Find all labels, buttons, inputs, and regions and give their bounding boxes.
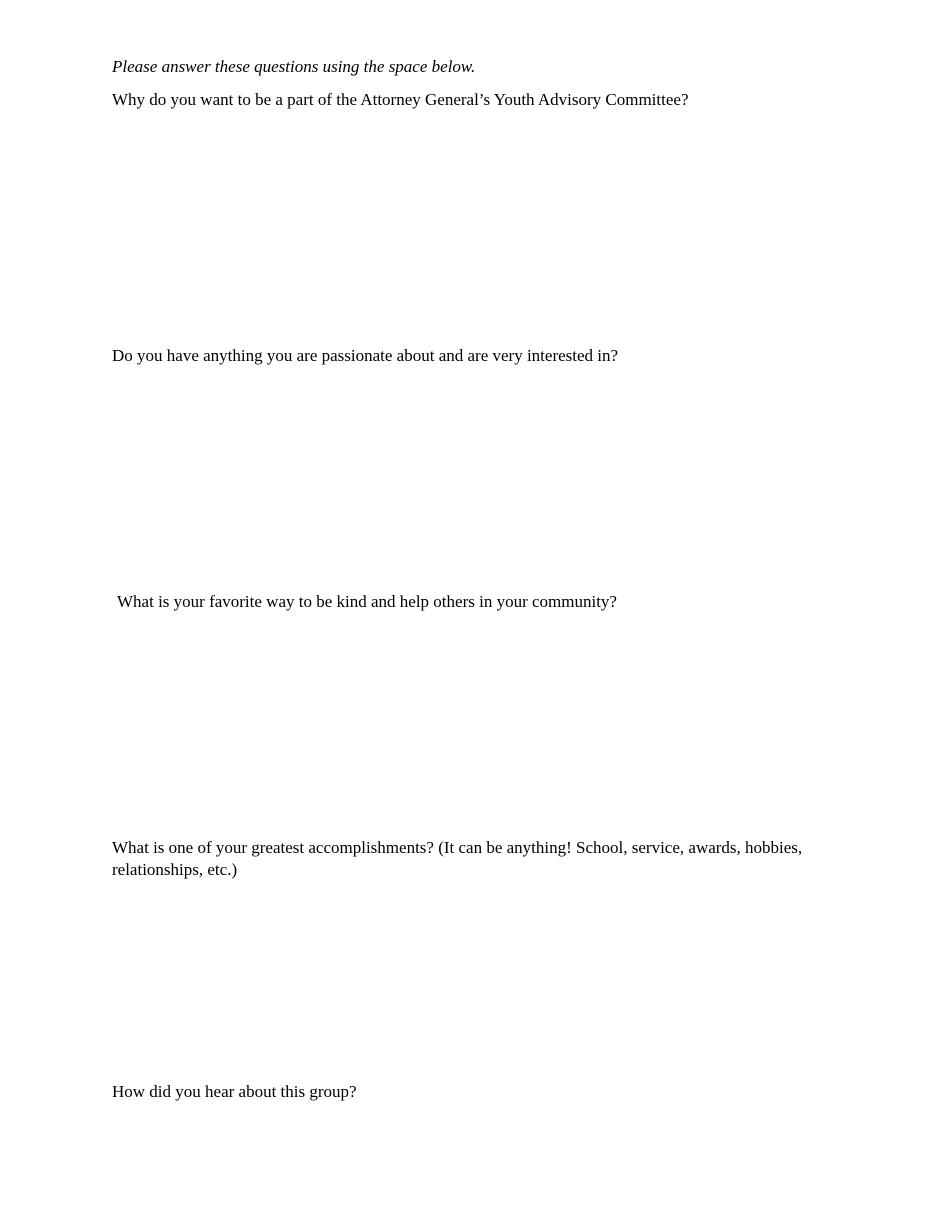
answer-space-3[interactable]: [112, 618, 832, 828]
instruction-text: Please answer these questions using the space below.: [112, 57, 476, 76]
answer-space-2[interactable]: [112, 372, 832, 582]
question-3: What is your favorite way to be kind and help others in your community?: [117, 592, 617, 611]
answer-space-1[interactable]: [112, 116, 832, 336]
question-2: Do you have anything you are passionate about and are very interested in?: [112, 346, 619, 365]
answer-space-5[interactable]: [112, 1108, 832, 1218]
question-5: How did you hear about this group?: [112, 1082, 357, 1101]
question-4: What is one of your greatest accomplishments? (It can be anything! School, service, awards, hobbies, relationships, etc.): [112, 838, 803, 879]
answer-space-4[interactable]: [112, 886, 832, 1072]
question-1: Why do you want to be a part of the Attorney General’s Youth Advisory Committee?: [112, 90, 689, 109]
